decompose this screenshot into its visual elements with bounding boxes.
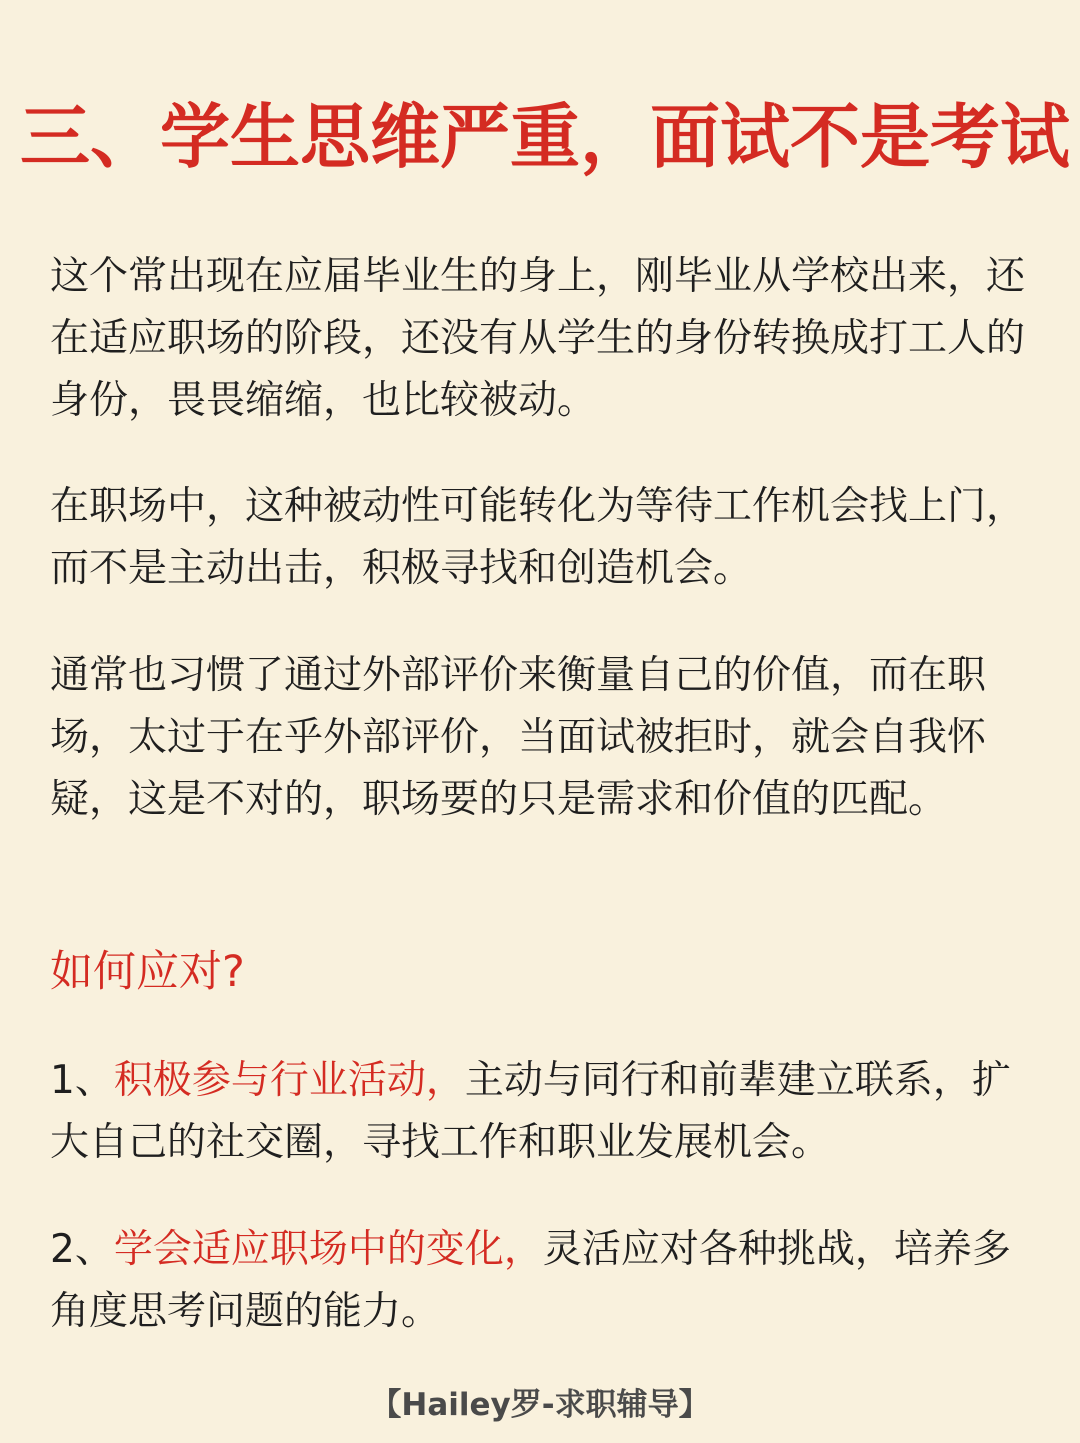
item-2-highlight: 学会适应职场中的变化， — [113, 1227, 543, 1272]
item-1-number: 1、 — [50, 1058, 114, 1103]
paragraph-2: 在职场中，这种被动性可能转化为等待工作机会找上门，而不是主动出击，积极寻找和创造机会。 — [50, 484, 1026, 591]
paragraph-1: 这个常出现在应届毕业生的身上，刚毕业从学校出来，还在适应职场的阶段，还没有从学生的身份转换成打工人的身份，畏畏缩缩，也比较被动。 — [50, 254, 1026, 423]
item-1-highlight: 积极参与行业活动， — [113, 1058, 465, 1103]
subheading: 如何应对? — [50, 947, 245, 997]
list-item-1 — [50, 1050, 1030, 1174]
paragraph-3: 通常也习惯了通过外部评价来衡量自己的价值，而在职场，太过于在乎外部评价，当面试被拒时，就会自我怀疑，这是不对的，职场要的只是需求和价值的匹配。 — [50, 653, 987, 822]
item-2-number: 2、 — [50, 1227, 114, 1272]
item-1-text: 主动与同行和前辈建立联系，扩大自己的社交圈，寻找工作和职业发展机会。 — [50, 1058, 1011, 1165]
page-title: 三、学生思维严重，面试不是考试 — [20, 96, 1070, 178]
list-item-2 — [50, 1219, 1030, 1343]
item-2-text: 灵活应对各种挑战，培养多角度思考问题的能力。 — [50, 1227, 1011, 1334]
author-footer: 【Hailey罗-求职辅导】 — [370, 1387, 710, 1423]
